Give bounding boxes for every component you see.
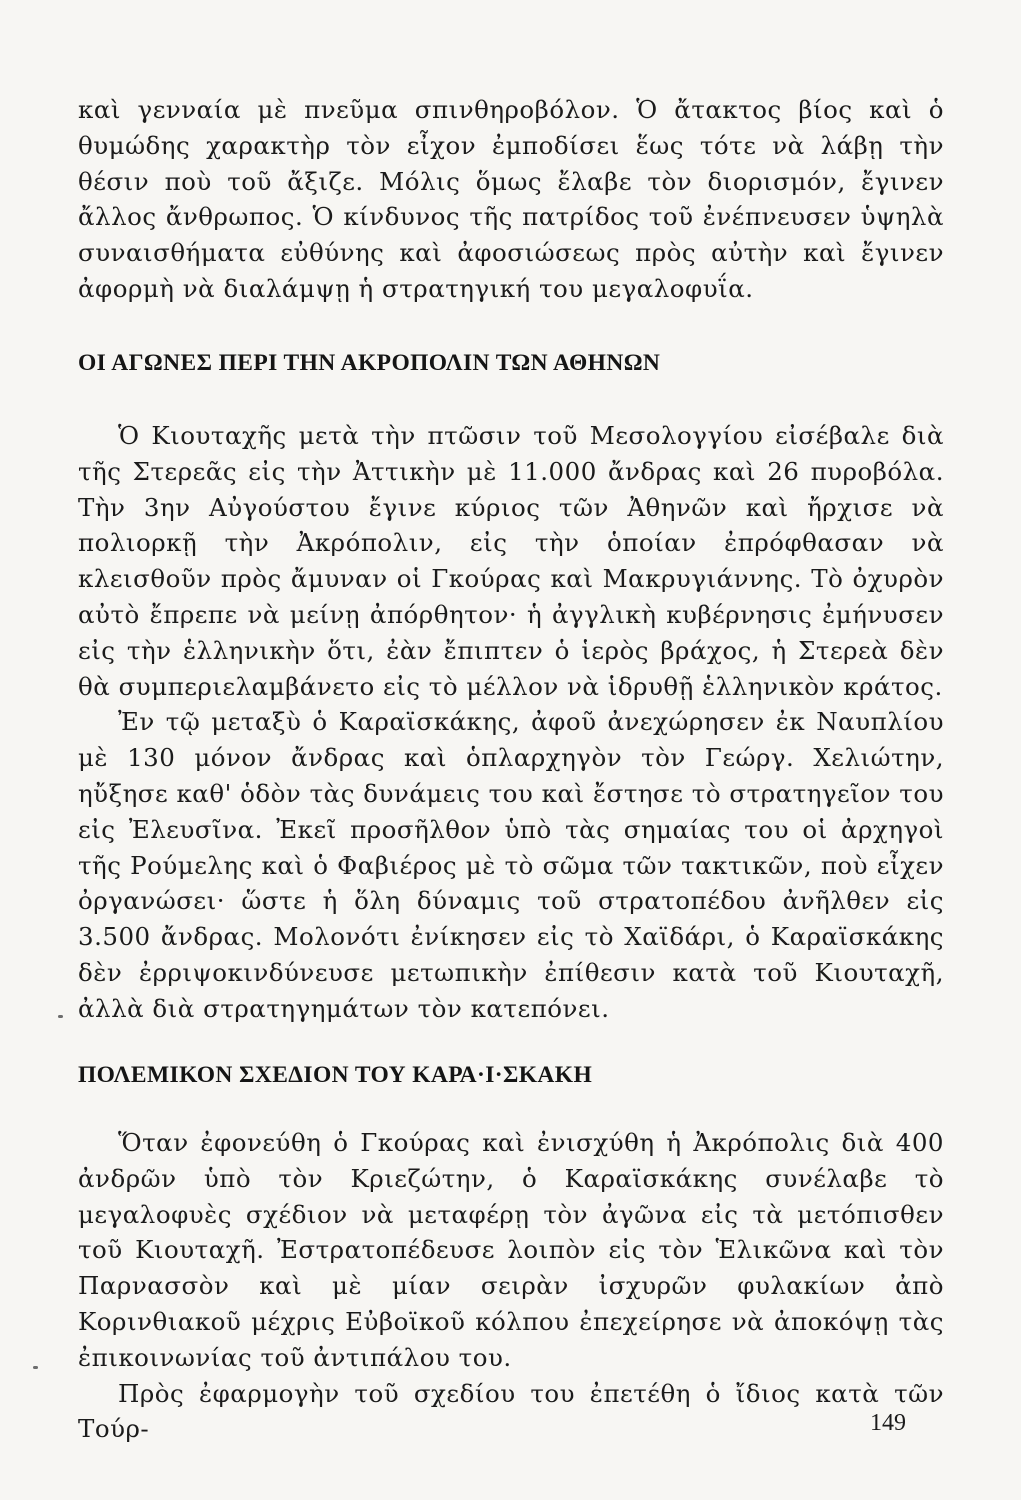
text-block-top <box>78 92 944 307</box>
paragraph: Ἐν τῷ μεταξὺ ὁ Καραϊσκάκης, ἀφοῦ ἀνεχώρησεν ἐκ Ναυπλίου μὲ 130 μόνον ἄνδρας καὶ ὁπλαρχηγὸν τὸν Γεώργ. Χελιώτην, ηὔξησε καθ' ὁδὸν τὰς δυνάμεις του καὶ ἔστησε τὸ στρατηγεῖον του εἰς Ἐλευσῖνα. Ἐκεῖ προσῆλθον ὑπὸ τὰς σημαίας του οἱ ἀρχηγοὶ τῆς Ρούμελης καὶ ὁ Φαβιέρος μὲ τὸ σῶμα τῶν τακτικῶν, ποὺ εἶχεν ὀργανώσει· ὥστε ἡ ὅλη δύναμις τοῦ στρατοπέδου ἀνῆλθεν εἰς 3.500 ἄνδρας. Μολονότι ἐνίκησεν εἰς τὸ Χαϊδάρι, ὁ Καραϊσκάκης δὲν ἐρριψοκινδύνευσε μετωπικὴν ἐπίθεσιν κατὰ τοῦ Κιουταχῆ, ἀλλὰ διὰ στρατηγημάτων τὸν κατεπόνει. <box>78 707 944 1023</box>
page-number: 149 <box>870 1410 906 1436</box>
text-block-acropolis <box>78 418 944 1027</box>
text-block-war-plan <box>78 1125 944 1447</box>
paragraph: Ὁ Κιουταχῆς μετὰ τὴν πτῶσιν τοῦ Μεσολογγίου εἰσέβαλε διὰ τῆς Στερεᾶς εἰς τὴν Ἀττικὴν μὲ 11.000 ἄνδρας καὶ 26 πυροβόλα. Τὴν 3ην Αὐγούστου ἔγινε κύριος τῶν Ἀθηνῶν καὶ ἤρχισε νὰ πολιορκῇ τὴν Ἀκρόπολιν, εἰς τὴν ὁποίαν ἐπρόφθασαν νὰ κλεισθοῦν πρὸς ἄμυναν οἱ Γκούρας καὶ Μακρυγιάννης. Τὸ ὀχυρὸν αὐτὸ ἔπρεπε νὰ μείνῃ ἀπόρθητον· ἡ ἀγγλικὴ κυβέρνησις ἐμήνυσεν εἰς τὴν ἑλληνικὴν ὅτι, ἐὰν ἔπιπτεν ὁ ἱερὸς βράχος, ἡ Στερεὰ δὲν θὰ συμπεριελαμβάνετο εἰς τὸ μέλλον νὰ ἱδρυθῇ ἑλληνικὸν κράτος. <box>78 421 944 701</box>
paragraph: καὶ γενναία μὲ πνεῦμα σπινθηροβόλον. Ὁ ἄτακτος βίος καὶ ὁ θυμώδης χαρακτὴρ τὸν εἶχον ἐμποδίσει ἕως τότε νὰ λάβῃ τὴν θέσιν ποὺ τοῦ ἄξιζε. Μόλις ὅμως ἔλαβε τὸν διορισμόν, ἔγινεν ἄλλος ἄνθρωπος. Ὁ κίνδυνος τῆς πατρίδος τοῦ ἐνέπνευσεν ὑψηλὰ συναισθήματα εὐθύνης καὶ ἀφοσιώσεως πρὸς αὐτὴν καὶ ἔγινεν ἀφορμὴ νὰ διαλάμψῃ ἡ στρατηγική του μεγαλοφυΐα. <box>78 95 944 303</box>
paragraph: Πρὸς ἐφαρμογὴν τοῦ σχεδίου του ἐπετέθη ὁ ἴδιος κατὰ τῶν Τούρ- <box>78 1378 944 1444</box>
section-heading-war-plan: ΠΟΛΕΜΙΚΟΝ ΣΧΕΔΙΟΝ ΤΟΥ ΚΑΡΑ·Ι·ΣΚΑΚΗ <box>78 1062 593 1088</box>
print-speck <box>58 1015 63 1018</box>
paragraph: Ὅταν ἐφονεύθη ὁ Γκούρας καὶ ἐνισχύθη ἡ Ἀκρόπολις διὰ 400 ἀνδρῶν ὑπὸ τὸν Κριεζώτην, ὁ Καραϊσκάκης συνέλαβε τὸ μεγαλοφυὲς σχέδιον νὰ μεταφέρῃ τὸν ἀγῶνα εἰς τὰ μετόπισθεν τοῦ Κιουταχῆ. Ἐστρατοπέδευσε λοιπὸν εἰς τὸν Ἑλικῶνα καὶ τὸν Παρνασσὸν καὶ μὲ μίαν σειρὰν ἰσχυρῶν φυλακίων ἀπὸ Κορινθιακοῦ μέχρις Εὐβοϊκοῦ κόλπου ἐπεχείρησε νὰ ἀποκόψῃ τὰς ἐπικοινωνίας τοῦ ἀντιπάλου του. <box>78 1128 944 1372</box>
print-speck <box>33 1366 38 1369</box>
section-heading-acropolis: ΟΙ ΑΓΩΝΕΣ ΠΕΡΙ ΤΗΝ ΑΚΡΟΠΟΛΙΝ ΤΩΝ ΑΘΗΝΩΝ <box>78 350 661 376</box>
